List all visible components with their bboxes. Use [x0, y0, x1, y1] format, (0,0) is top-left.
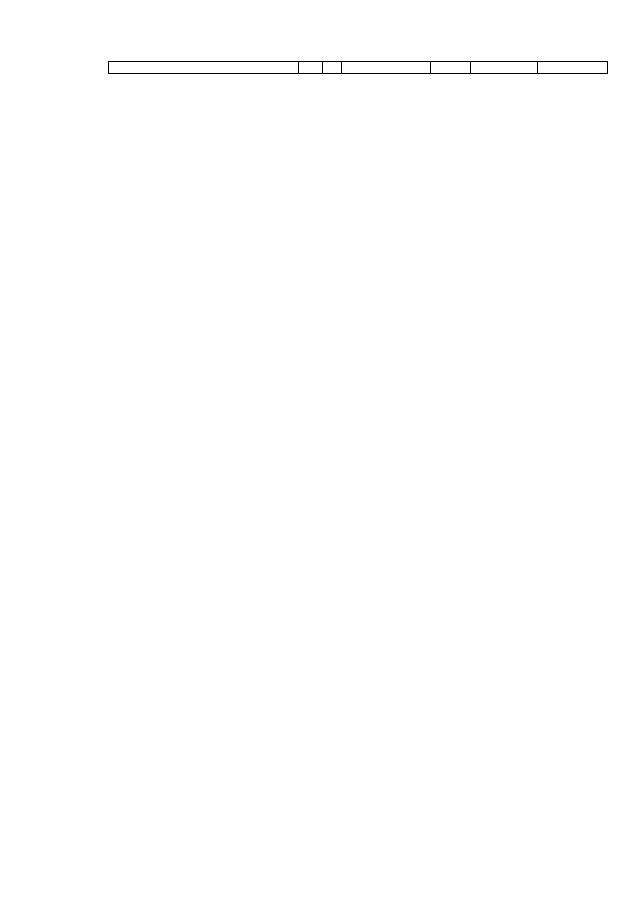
header-col-6 [471, 62, 539, 73]
header-col-3 [323, 62, 342, 73]
header-col-5 [431, 62, 471, 73]
header-col-7 [538, 62, 607, 73]
header-col-1 [109, 62, 299, 73]
table-header [108, 61, 608, 74]
header-col-2 [299, 62, 323, 73]
header-col-4 [342, 62, 431, 73]
